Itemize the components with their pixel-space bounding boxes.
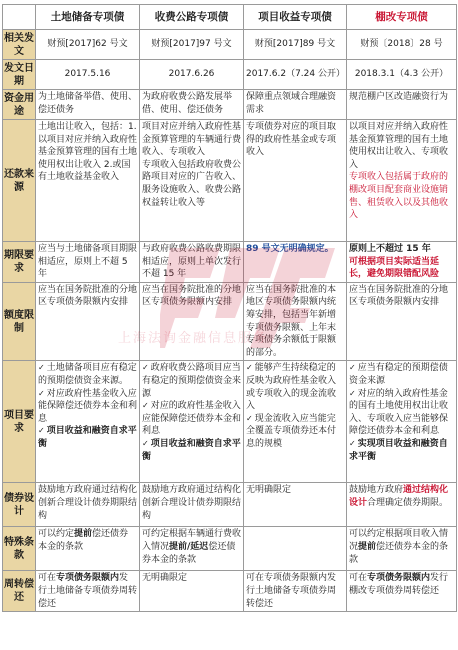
bullet-item: ✓ 应当有稳定的预期偿债资金来源 [349,363,448,386]
header-row [3,5,457,30]
cell: 可在专项债务限额内发行棚改专项债券周转偿还 [347,571,457,612]
bullet-item: ✓ 对应的纳入政府性基金的国有土地使用权出让收入、专项收入应当能够保障偿还债券本金和利息 [349,388,449,437]
cell: 2018.3.1（4.3 公开） [347,60,457,90]
row-repayment [3,120,457,242]
row-quota [3,282,457,361]
row-rollover [3,571,457,612]
cell-text-highlight: 专项收入包括属于政府的棚改项目配套商业设施销售、租赁收入以及其他收入 [349,172,449,221]
row-label: 资金用途 [3,90,36,120]
check-icon: ✓ [349,388,356,398]
header-land-reserve: 土地储备专项债 [36,5,140,30]
cell: 应当在国务院批准的分地区专项债务限额内安排 [347,282,457,361]
row-bond-design [3,483,457,527]
cell-text: 原则上不超过 15 年 [349,244,431,254]
watermark-text: 上海法询金融信息服务 [118,331,269,346]
cell: 鼓励地方政府通过结构化创新合理设计债券期限结构 [36,483,140,527]
cell: 与政府收费公路收费期限相适应，原则上单次发行不超 15 年 [140,242,244,283]
row-label: 项目要求 [3,361,36,483]
cell: 可约定根据车辆通行费收入情况提前/延迟偿还债券本金的条款 [140,527,244,571]
cell: 为政府收费公路发展举借、使用、偿还债务 [140,90,244,120]
cell: 应当在国务院批准的分地区专项债务限额内安排 [140,282,244,361]
bullet-item: ✓ 对应政府性基金收入应能保障偿还债券本金和利息 [38,388,138,424]
cell [244,361,347,483]
bullet-item: ✓ 能够产生持续稳定的反映为政府性基金收入或专项收入的现金流收入 [246,363,337,412]
bullet-item: ✓ 现金流收入应当能完全覆盖专项债券还本付息的规模 [246,413,337,449]
check-icon: ✓ [246,363,253,373]
cell: 应当与土地储备项目期限相适应，原则上不超 5 年 [36,242,140,283]
row-label: 周转偿还 [3,571,36,612]
check-icon: ✓ [349,363,356,373]
header-toll-road: 收费公路专项债 [140,5,244,30]
cell: 专项债券对应的项目取得的政府性基金或专项收入 [244,120,347,242]
cell: 鼓励地方政府通过结构化设计合理确定债券期限。 [347,483,457,527]
cell [244,527,347,571]
bullet-item: ✓ 实现项目收益和融资自求平衡 [349,438,448,462]
row-term [3,242,457,283]
cell: 为土地储备举借、使用、偿还债务 [36,90,140,120]
row-project-requirements [3,361,457,483]
row-documents [3,30,457,60]
check-icon: ✓ [38,388,45,398]
cell-text: 专项收入包括政府收费公路项目对应的广告收入、服务设施收入、收费公路权益转让收入等 [142,159,242,208]
cell [347,242,457,283]
row-label: 还款来源 [3,120,36,242]
check-icon: ✓ [142,363,149,373]
check-icon: ✓ [349,438,356,448]
cell [347,120,457,242]
check-icon: ✓ [38,363,45,373]
bullet-item: ✓ 项目收益和融资自求平衡 [142,438,241,462]
row-special-terms [3,527,457,571]
row-date [3,60,457,90]
cell: 财预[2017]89 号文 [244,30,347,60]
cell [140,361,244,483]
bullet-item: ✓ 政府收费公路项目应当有稳定的预期偿债资金来源 [142,363,242,399]
cell: 财预〔2018〕28 号 [347,30,457,60]
row-label: 相关发文 [3,30,36,60]
cell: 应当在国务院批准的分地区专项债务限额内安排 [36,282,140,361]
cell: 鼓励地方政府通过结构化创新合理设计债券期限结构 [140,483,244,527]
header-shantytown: 棚改专项债 [347,5,457,30]
cell: 规范棚户区改造融资行为 [347,90,457,120]
cell: 可在专项债务限额内发行土地储备专项债券周转偿还 [36,571,140,612]
row-use [3,90,457,120]
cell: 可在专项债务限额内发行土地储备专项债券周转偿还 [244,571,347,612]
bullet-item: ✓ 土地储备项目应有稳定的预期偿债资金来源。 [38,363,137,386]
row-label: 债券设计 [3,483,36,527]
bullet-item: ✓ 对应的政府性基金收入应能保障偿还债券本金和利息 [142,401,242,437]
row-label: 额度限制 [3,282,36,361]
cell: 保障重点领域合理融资需求 [244,90,347,120]
cell: 2017.5.16 [36,60,140,90]
cell: 财预[2017]62 号文 [36,30,140,60]
cell: 可以约定提前偿还债券本金的条款 [36,527,140,571]
cell: 无明确限定 [244,483,347,527]
cell: 可以约定根据项目收入情况提前偿还债券本金的条款 [347,527,457,571]
row-label: 发文日期 [3,60,36,90]
cell-text-highlight: 可根据项目实际适当延长，避免期限错配风险 [349,256,440,280]
cell [347,361,457,483]
row-label: 特殊条款 [3,527,36,571]
cell [36,361,140,483]
cell: 财预[2017]97 号文 [140,30,244,60]
comparison-table [2,4,457,612]
cell-text: 项目对应并纳入政府性基金预算管理的车辆通行费收入、专项收入 [142,122,242,158]
cell: 2017.6.26 [140,60,244,90]
cell: 应当在国务院批准的本地区专项债务限额内统筹安排，包括当年新增专项债务限额、上年末专项债务余额低于限额的部分。 [244,282,347,361]
cell: 土地出让收入，包括：1.以项目对应并纳入政府性基金预算管理的国有土地使用权出让收入 2.或国有土地收益基金收入 [36,120,140,242]
check-icon: ✓ [142,401,149,411]
check-icon: ✓ [38,426,45,436]
corner-cell [3,5,36,30]
cell [140,120,244,242]
row-label: 期限要求 [3,242,36,283]
check-icon: ✓ [142,438,149,448]
cell: 89 号文无明确规定。 [244,242,347,283]
cell-text: 以项目对应并纳入政府性基金预算管理的国有土地使用权出让收入、专项收入 [349,122,449,170]
bullet-item: ✓ 项目收益和融资自求平衡 [38,426,137,449]
check-icon: ✓ [246,413,253,423]
cell: 2017.6.2（7.24 公开） [244,60,347,90]
cell: 无明确限定 [140,571,244,612]
header-project-revenue: 项目收益专项债 [244,5,347,30]
